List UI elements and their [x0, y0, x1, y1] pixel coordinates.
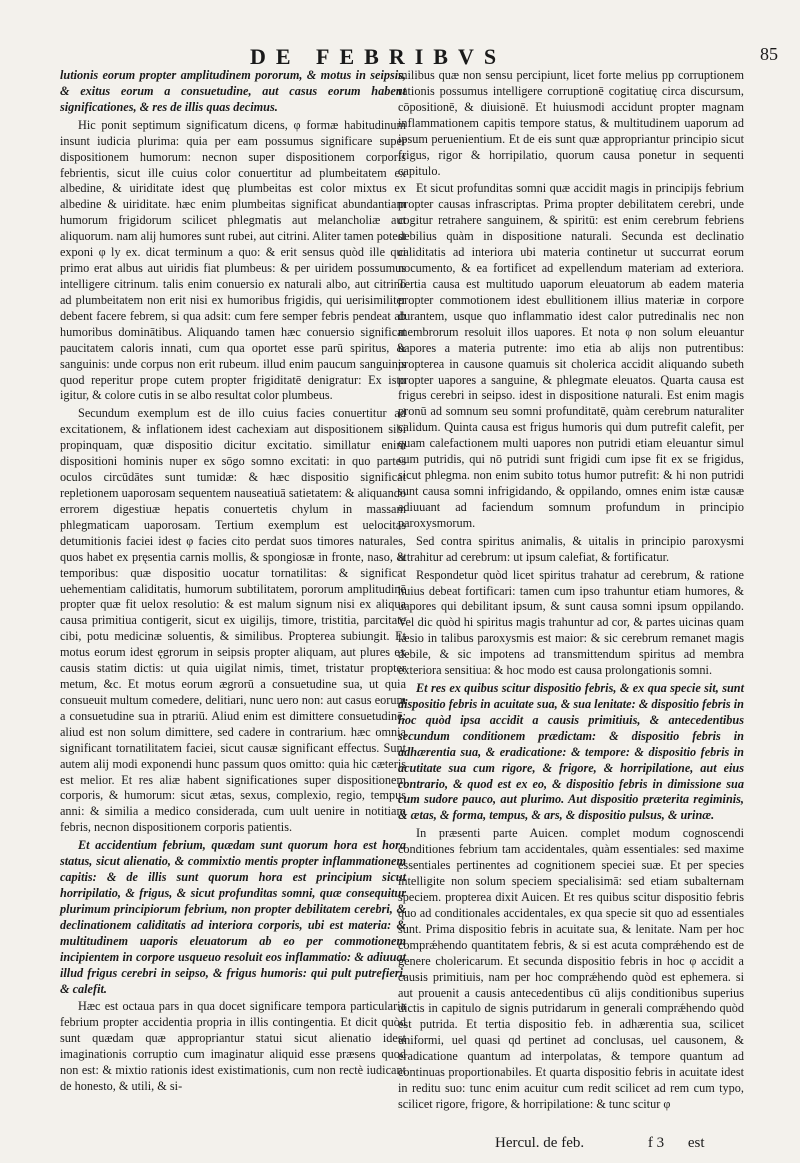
- text-block: milibus quæ non sensu percipiunt, licet forte melius pp corruptionem rationis possumus intelligere corruptionē cogitatiuę circa discursum, cōpositionē, & diuisionē. Et huiusmodi accidunt propter magnam inflammationem capitis tempore status, & multitudinem uaporum ad ipsum peruenientium. Et de eis sunt quæ appropriantur principio sicut frigus, rigor & horripilatio, quorum causa ponetur in sequenti capitulo.: [398, 68, 744, 178]
- left-column: [60, 68, 406, 1097]
- right-column: [398, 68, 744, 1115]
- text-block: Et sicut profunditas somni quæ accidit magis in principijs febrium propter causas infrascriptas. Prima propter debilitatem cerebri, unde cogitur retrahere sanguinem, & spiritū: est enim cerebrum febriens debilius quàm in dispositione naturali. Secunda est declinatio caliditatis ad interiora ubi materia continetur ut succurrat eorum nocumento, & ea fortificet ad expellendum materiam ad exteriora. Tertia causa est multitudo uaporum eleuatorum ab eadem materia propter commotionem idest ebullitionem illius materiæ in corpore durantem, usque quo inflammatio idest calor putredinalis nec non membrorum resoluit illos uapores. Et nota φ non solum eleuantur uapores a materia putrente: imo etia ab alijs non putrentibus: propterea in causone quamuis sit cholerica accidit aliquando subeth propter uapores a sanguine, & phlegmate eleuatos. Quarta causa est frigus cerebri in seipso. idest in dispositione naturali. Est enim magis pronū ad somnum seu somni profunditatē, quàm cerebrum naturaliter calidum. Quinta causa est frigus humoris qui dum putrefit calefit, per quam calefactionem multi uapores non putridi etiam eleuantur simul cum putridis, qui nō putridi sunt frigidi cum ipse fit ex se frigidus, sicut phlegma. non enim subito totus humor putrefit: & hi non putridi sunt causa somni infrigidando, & oppilando, omnes enim istæ causæ adiuuant ad faciendum somnum profundum in principio paroxysmorum.: [398, 181, 744, 530]
- page-number: 85: [760, 44, 778, 64]
- text-block: Hæc est octaua pars in qua docet significare tempora particularia febrium propter accidentia propria in illis contingentia. Et dicit quòd sunt quædam quæ appropriantur statui sicut alienatio idest imaginationis corruptio cum imaginatur aliquid esse præsens quod non est: & mixtio rationis idest existimationis, cum non rectè iudicant de honesto, & utili, & si-: [60, 999, 406, 1094]
- text-block: lutionis eorum propter amplitudinem pororum, & motus in seipsis, & exitus eorum a consuetudine, aut casus eorum habent significationes, & res de illis quas decimus.: [60, 68, 406, 114]
- catchword-label: Hercul. de feb.: [495, 1135, 585, 1151]
- text-block: Secundum exemplum est de illo cuius facies conuertitur ad excitationem, & inflationem idest cachexiam aut dispositionem sibi propinquam, quæ dispositio dicitur excitatio. simillatur enim dispositioni hominis nuper ex sōgo somno excitati: in quo partes oculos circūdātes sunt tumidæ: & hæc dispositio significat repletionem uaporosam sequentem nauseatiuā satietatem: & aliquando errorem digestiuæ hepatis conuertetis chylum in massam phlegmaticam uaporosam. Tertium exemplum est uelocitas detumitionis faciei idest φ facies cito perdat suos timores naturales, quos habet ex pręsentia carnis mollis, & spongiosæ in fronte, naso, & temporibus: quæ dispositio uocatur tornatilitas: & significat uehementiam caliditatis, humorum subtilitatem, pororum amplitudinē propter quæ fit uelox resolutio: & est malum signum nisi ex aliqua causa primitiua contigerit, sicut ex uigilijs, timore, tristitia, parcitate cibi, potu medicinæ soluentis, & similibus. Propterea subiungit. Et motus eorum idest ęgrorum in seipsis propter aliquam, aut plures ex causis statim dictis: ut quia uigilat nimis, timet, tristatur propter metum, &c. Et motus eorum ægrorū a consuetudine sua, ut quia consueuit multum comedere, delitiari, nunc uero non: aut casus eorum a consuetudine sua in ptrariū. Aliud enim est dimittere consuetudinē: aliud est non solum dimittere, sed cadere in contrarium. hæc omnia significant tornatilitatem faciei, sicut causæ significant effectus. Sunt autem alij modi exponendi hunc passum quos omitto: quia hic cæteris est melior. Et res aliæ habent significationes super dispositionem corporis, & humorum: sicut ætas, sexus, complexio, regio, tempus anni: & similia a medico considerada, cum uult uenire in notitiam febris, necnon dispositionem corporis patientis.: [60, 406, 406, 835]
- running-head: DE FEBRIBVS: [250, 44, 507, 69]
- text-block: Et accidentium febrium, quædam sunt quorum hora est hora status, sicut alienatio, & commixtio mentis propter inflammationem capitis: & de illis sunt quorum hora est principium sicut horripilatio, & frigus, & sicut profunditas somni, quæ consequitur plurimum principiorum febrium, non propter debilitatem cerebri, & declinationem caliditatis ad interiora corporis, ubi est materia: & multitudinem uaporis eleuatorum ab eo per commotionem incipientem in corpore usqueuo resoluit eos inflammatio: & adiuuat illud frigus cerebri in seipso, & frigus humoris: qui pult putrefieri, & calefit.: [60, 838, 406, 996]
- catchword: est: [687, 1135, 705, 1151]
- text-block: Respondetur quòd licet spiritus trahatur ad cerebrum, & ratione huius debeat fortificari: tamen cum ipso trahuntur etiam humores, & uapores qui debilitant ipsum, & sunt causa somni ipsum oppilando. Vel dic quòd hi spiritus magis trahuntur ad cor, & partes uicinas quam læsio in talibus paroxysmis est maior: & sic cerebrum remanet magis debile, & sic impotens ad transmittendum spiritus ad membra exteriora sensitiua: & hoc modo est causa prolongationis somni.: [398, 567, 744, 678]
- page-footer: [495, 1135, 745, 1152]
- text-block: Sed contra spiritus animalis, & uitalis in principio paroxysmi attrahitur ad cerebrum: ut ipsum calefiat, & fortificatur.: [398, 533, 744, 564]
- text-block: In præsenti parte Auicen. complet modum cognoscendi conditiones febrium tam accidentales, quàm essentiales: sed maxime essentiales pertinentes ad cognitionem speciei suæ. Et per species intelligite non solum speciem specialisimā: sed etiam subalternam speciem. propterea dixit Auicen. Et res quibus scitur dispositio febris quo ad conditionales accidentales, ex qua specie sit quo ad essentiales sunt. Prima dispositio febris in acuitate sua, & lenitate. Nam per hoc comprǽhendo quantitatem febris, & si est acuta comprǽhendo est de genere cholericarum. Et secunda dispositio febris in hoc φ accidit a causis primitiuis, nam per hoc comprǽhendo quòd est ephemera. si aut prouenit a causis antecedentibus cū alijs conditionibus superius dictis in capitulo de signis putridarum in generali comprǽhendo quòd est putrida. Et tertia dispositio feb. in adhærentia sua, scilicet uniformi, uel quasi qd pertinet ad conclusas, uel causonem, & eradicatione quantum ad interpolatas, & tempore quantum ad continuas proportionabiles. Et quarta dispositio febris in acuitate idest in reditu suo: tunc enim acuitur cum redit scilicet ad rem cum typo, scilicet rigore, frigore, & horripilatione: & tunc scitur φ: [398, 826, 744, 1111]
- text-block: Hic ponit septimum significatum dicens, φ formæ habitudinum insunt iudicia plurima: quia per eam possumus significare super dispositionem humorum: necnon super dispositionem corporis febrientis, sicut ille cuius color conuertitur ad plumbeitatem ex albedine, & uiriditate idest quę plumbeitas est color mixtus ex albedine & uiriditate. hæc enim plumbeitas significat abundantiam humorum frigidorum scilicet phlegmatis aut melancholiæ aut aliquorum. nam alij humores sunt rubei, aut citrini. Aliter tamen potest exponi φ ly ex. dicat terminum a quo: & erit sensus quòd ille qui primo erat albus aut uiridis fiat plumbeus: & per uiridem possumus intelligere citrinum. talis enim conuersio ex naturali albo, aut citrino ad plumbeitatem non erit nisi ex humoribus frigidis, qui uerisimiliter debent facere febrem, si qua adsit: cum fere semper febris pendeat ab humoribus dominātibus. Aliquando tamen hæc conuersio significat paucitatem caloris innati, cum qua oportet esse parū spiritus, & sanguinis: unde corpus non erit rubeum. illud enim paucum sanguinis quod reperitur prope cutem propter frigiditatē denigratur: Ex isto igitur, & colore cutis in se albo resultat color plumbeus.: [60, 117, 406, 403]
- text-block: Et res ex quibus scitur dispositio febris, & ex qua specie sit, sunt dispositio febris in acuitate sua, & sua lenitate: & dispositio febris in hoc quòd ipsa accidit a causis primitiuis, & antecedentibus secundum conditionem prædictam: & dispositio febris in adhærentia sua, & eradicatione: & tempore: & dispositio febris in acutitate sua cum rigore, & frigore, & horripilatione, aut eius contrario, & quod est ex eo, & dispositio febris in dimissione sua cum sudore pauco, aut plurimo. Aut dispositio præterita regiminis, & ætas, & forma, tempus, & ars, & dispositio pulsus, & urinæ.: [398, 681, 744, 823]
- signature-mark: f 3: [647, 1135, 665, 1151]
